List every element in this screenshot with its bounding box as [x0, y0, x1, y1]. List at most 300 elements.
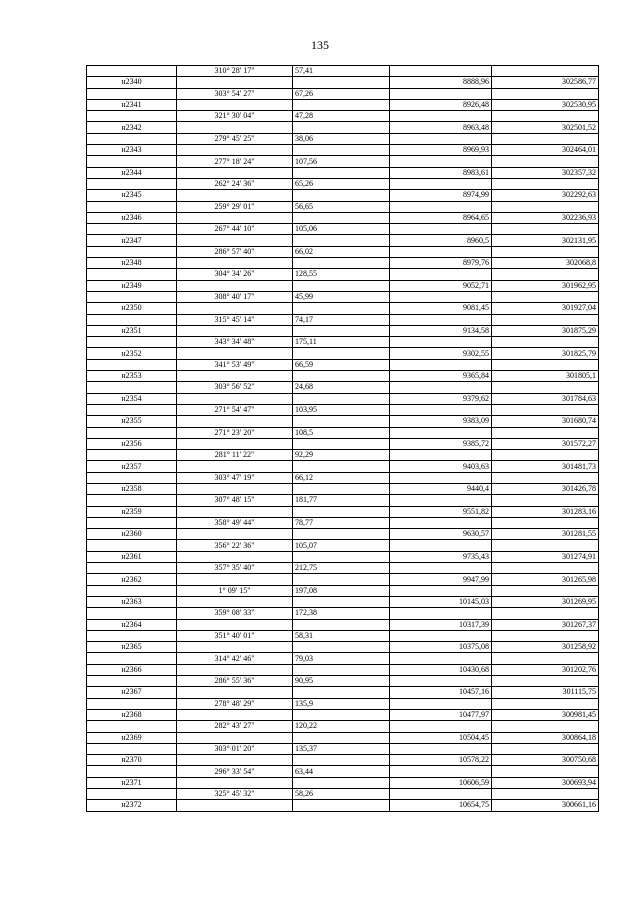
table-row [87, 642, 599, 653]
point-cell [87, 66, 177, 77]
table-row [87, 122, 599, 133]
table-row [87, 461, 599, 472]
y-coordinate-cell [492, 540, 599, 551]
point-cell: н2355 [87, 416, 177, 427]
y-coordinate-cell [492, 269, 599, 280]
x-coordinate-cell: 9403,63 [390, 461, 492, 472]
table-row [87, 608, 599, 619]
angle-cell [177, 122, 293, 133]
x-coordinate-cell: 10145,03 [390, 596, 492, 607]
y-coordinate-cell [492, 382, 599, 393]
angle-cell [177, 348, 293, 359]
x-coordinate-cell [390, 111, 492, 122]
point-cell: н2340 [87, 77, 177, 88]
table-row [87, 676, 599, 687]
angle-cell [177, 212, 293, 223]
x-coordinate-cell [390, 517, 492, 528]
table-row [87, 709, 599, 720]
y-coordinate-cell: 302586,77 [492, 77, 599, 88]
x-coordinate-cell [390, 246, 492, 257]
point-cell: н2342 [87, 122, 177, 133]
table-row [87, 235, 599, 246]
y-coordinate-cell [492, 404, 599, 415]
y-coordinate-cell: 302530,95 [492, 99, 599, 110]
x-coordinate-cell [390, 721, 492, 732]
x-coordinate-cell [390, 88, 492, 99]
angle-cell [177, 190, 293, 201]
y-coordinate-cell: 301962,95 [492, 280, 599, 291]
angle-cell [177, 755, 293, 766]
angle-cell [177, 461, 293, 472]
angle-cell [177, 438, 293, 449]
x-coordinate-cell [390, 450, 492, 461]
table-row [87, 224, 599, 235]
angle-cell: 262° 24' 36" [177, 178, 293, 189]
x-coordinate-cell [390, 178, 492, 189]
length-cell: 120,22 [293, 721, 390, 732]
angle-cell: 279° 45' 25" [177, 133, 293, 144]
length-cell: 66,12 [293, 472, 390, 483]
table-row [87, 438, 599, 449]
y-coordinate-cell [492, 111, 599, 122]
y-coordinate-cell: 301283,16 [492, 506, 599, 517]
point-cell [87, 608, 177, 619]
table-row [87, 698, 599, 709]
angle-cell [177, 371, 293, 382]
length-cell [293, 303, 390, 314]
angle-cell [177, 709, 293, 720]
coordinates-table [86, 65, 599, 812]
y-coordinate-cell: 301281,55 [492, 529, 599, 540]
length-cell [293, 755, 390, 766]
angle-cell: 286° 55' 36" [177, 676, 293, 687]
length-cell: 103,95 [293, 404, 390, 415]
table-row [87, 280, 599, 291]
point-cell: н2357 [87, 461, 177, 472]
y-coordinate-cell: 301927,04 [492, 303, 599, 314]
angle-cell: 356° 22' 36" [177, 540, 293, 551]
table-row [87, 800, 599, 811]
y-coordinate-cell: 301265,98 [492, 574, 599, 585]
angle-cell: 357° 35' 40" [177, 563, 293, 574]
table-row [87, 619, 599, 630]
y-coordinate-cell [492, 698, 599, 709]
length-cell: 57,41 [293, 66, 390, 77]
y-coordinate-cell [492, 472, 599, 483]
length-cell: 90,95 [293, 676, 390, 687]
length-cell: 58,31 [293, 630, 390, 641]
table-row [87, 291, 599, 302]
point-cell [87, 404, 177, 415]
point-cell: н2363 [87, 596, 177, 607]
x-coordinate-cell: 8888,96 [390, 77, 492, 88]
x-coordinate-cell: 9385,72 [390, 438, 492, 449]
point-cell [87, 698, 177, 709]
length-cell: 67,26 [293, 88, 390, 99]
x-coordinate-cell: 10457,16 [390, 687, 492, 698]
table-row [87, 563, 599, 574]
y-coordinate-cell [492, 721, 599, 732]
page-number: 135 [311, 38, 329, 52]
x-coordinate-cell [390, 676, 492, 687]
x-coordinate-cell [390, 337, 492, 348]
length-cell: 181,77 [293, 495, 390, 506]
table-row [87, 337, 599, 348]
length-cell [293, 732, 390, 743]
length-cell [293, 416, 390, 427]
table-row [87, 201, 599, 212]
x-coordinate-cell [390, 66, 492, 77]
length-cell: 197,08 [293, 585, 390, 596]
table-row [87, 246, 599, 257]
length-cell [293, 212, 390, 223]
point-cell: н2354 [87, 393, 177, 404]
x-coordinate-cell [390, 201, 492, 212]
table-row [87, 382, 599, 393]
x-coordinate-cell: 10504,45 [390, 732, 492, 743]
point-cell [87, 111, 177, 122]
table-row [87, 743, 599, 754]
angle-cell [177, 732, 293, 743]
point-cell: н2369 [87, 732, 177, 743]
point-cell [87, 359, 177, 370]
x-coordinate-cell [390, 608, 492, 619]
length-cell [293, 235, 390, 246]
x-coordinate-cell: 9383,09 [390, 416, 492, 427]
length-cell [293, 348, 390, 359]
angle-cell [177, 235, 293, 246]
angle-cell [177, 687, 293, 698]
y-coordinate-cell: 301115,75 [492, 687, 599, 698]
table-row [87, 66, 599, 77]
point-cell [87, 133, 177, 144]
point-cell [87, 337, 177, 348]
length-cell [293, 77, 390, 88]
x-coordinate-cell: 9947,99 [390, 574, 492, 585]
point-cell: н2366 [87, 664, 177, 675]
table-row [87, 416, 599, 427]
point-cell [87, 427, 177, 438]
y-coordinate-cell [492, 743, 599, 754]
y-coordinate-cell [492, 585, 599, 596]
y-coordinate-cell [492, 224, 599, 235]
length-cell [293, 596, 390, 607]
angle-cell [177, 145, 293, 156]
point-cell: н2349 [87, 280, 177, 291]
y-coordinate-cell [492, 766, 599, 777]
length-cell: 172,38 [293, 608, 390, 619]
table-row [87, 777, 599, 788]
point-cell: н2367 [87, 687, 177, 698]
angle-cell: 314° 42' 46" [177, 653, 293, 664]
table-row [87, 88, 599, 99]
angle-cell: 307° 48' 15" [177, 495, 293, 506]
y-coordinate-cell [492, 156, 599, 167]
point-cell: н2353 [87, 371, 177, 382]
y-coordinate-cell [492, 653, 599, 664]
x-coordinate-cell [390, 314, 492, 325]
x-coordinate-cell: 9379,62 [390, 393, 492, 404]
x-coordinate-cell [390, 427, 492, 438]
point-cell: н2361 [87, 551, 177, 562]
y-coordinate-cell: 301825,79 [492, 348, 599, 359]
length-cell: 92,29 [293, 450, 390, 461]
table-row [87, 314, 599, 325]
x-coordinate-cell [390, 224, 492, 235]
point-cell: н2352 [87, 348, 177, 359]
x-coordinate-cell [390, 133, 492, 144]
length-cell [293, 709, 390, 720]
angle-cell: 278° 48' 29" [177, 698, 293, 709]
y-coordinate-cell [492, 133, 599, 144]
angle-cell: 282° 43' 27" [177, 721, 293, 732]
length-cell: 128,55 [293, 269, 390, 280]
angle-cell [177, 777, 293, 788]
point-cell [87, 201, 177, 212]
point-cell [87, 766, 177, 777]
y-coordinate-cell: 302236,93 [492, 212, 599, 223]
point-cell: н2372 [87, 800, 177, 811]
x-coordinate-cell: 10477,97 [390, 709, 492, 720]
length-cell [293, 438, 390, 449]
y-coordinate-cell [492, 427, 599, 438]
table-row [87, 732, 599, 743]
point-cell: н2356 [87, 438, 177, 449]
angle-cell: 286° 57' 40" [177, 246, 293, 257]
angle-cell [177, 800, 293, 811]
x-coordinate-cell: 10375,08 [390, 642, 492, 653]
length-cell: 47,28 [293, 111, 390, 122]
table-row [87, 766, 599, 777]
length-cell [293, 258, 390, 269]
table-row [87, 517, 599, 528]
y-coordinate-cell: 300864,18 [492, 732, 599, 743]
angle-cell: 358° 49' 44" [177, 517, 293, 528]
y-coordinate-cell: 302292,63 [492, 190, 599, 201]
point-cell: н2350 [87, 303, 177, 314]
table-row [87, 99, 599, 110]
y-coordinate-cell: 301274,91 [492, 551, 599, 562]
length-cell: 24,68 [293, 382, 390, 393]
angle-cell: 310° 28' 17" [177, 66, 293, 77]
y-coordinate-cell [492, 789, 599, 800]
table-row [87, 348, 599, 359]
length-cell [293, 483, 390, 494]
point-cell [87, 291, 177, 302]
y-coordinate-cell: 302068,8 [492, 258, 599, 269]
point-cell [87, 540, 177, 551]
y-coordinate-cell [492, 201, 599, 212]
length-cell: 108,5 [293, 427, 390, 438]
x-coordinate-cell [390, 789, 492, 800]
table-row [87, 190, 599, 201]
x-coordinate-cell: 9081,45 [390, 303, 492, 314]
point-cell [87, 517, 177, 528]
angle-cell: 304° 34' 26" [177, 269, 293, 280]
length-cell: 135,9 [293, 698, 390, 709]
table-row [87, 653, 599, 664]
y-coordinate-cell [492, 676, 599, 687]
x-coordinate-cell [390, 404, 492, 415]
table-row [87, 212, 599, 223]
y-coordinate-cell: 302464,01 [492, 145, 599, 156]
table-row [87, 495, 599, 506]
table-row [87, 325, 599, 336]
angle-cell [177, 416, 293, 427]
x-coordinate-cell [390, 156, 492, 167]
length-cell [293, 99, 390, 110]
x-coordinate-cell [390, 743, 492, 754]
x-coordinate-cell [390, 698, 492, 709]
table-row [87, 145, 599, 156]
y-coordinate-cell: 301269,95 [492, 596, 599, 607]
angle-cell [177, 506, 293, 517]
angle-cell: 315° 45' 14" [177, 314, 293, 325]
coordinates-table-body [87, 66, 599, 812]
angle-cell [177, 325, 293, 336]
y-coordinate-cell [492, 314, 599, 325]
x-coordinate-cell [390, 495, 492, 506]
point-cell [87, 224, 177, 235]
length-cell: 105,06 [293, 224, 390, 235]
point-cell: н2371 [87, 777, 177, 788]
y-coordinate-cell: 300693,94 [492, 777, 599, 788]
angle-cell [177, 393, 293, 404]
length-cell: 107,56 [293, 156, 390, 167]
x-coordinate-cell [390, 472, 492, 483]
length-cell [293, 574, 390, 585]
y-coordinate-cell [492, 630, 599, 641]
table-row [87, 755, 599, 766]
angle-cell [177, 574, 293, 585]
table-row [87, 585, 599, 596]
length-cell: 135,37 [293, 743, 390, 754]
x-coordinate-cell: 9440,4 [390, 483, 492, 494]
point-cell [87, 789, 177, 800]
angle-cell: 303° 56' 52" [177, 382, 293, 393]
table-row [87, 551, 599, 562]
x-coordinate-cell: 9052,71 [390, 280, 492, 291]
point-cell: н2364 [87, 619, 177, 630]
table-row [87, 630, 599, 641]
angle-cell: 1° 09' 15" [177, 585, 293, 596]
length-cell [293, 777, 390, 788]
table-row [87, 664, 599, 675]
x-coordinate-cell [390, 269, 492, 280]
length-cell [293, 325, 390, 336]
table-row [87, 371, 599, 382]
length-cell: 79,03 [293, 653, 390, 664]
x-coordinate-cell [390, 382, 492, 393]
point-cell: н2344 [87, 167, 177, 178]
angle-cell [177, 99, 293, 110]
length-cell: 175,11 [293, 337, 390, 348]
x-coordinate-cell: 9551,82 [390, 506, 492, 517]
table-row [87, 404, 599, 415]
length-cell: 65,26 [293, 178, 390, 189]
y-coordinate-cell [492, 88, 599, 99]
table-row [87, 156, 599, 167]
table-row [87, 529, 599, 540]
table-row [87, 574, 599, 585]
angle-cell [177, 551, 293, 562]
angle-cell [177, 303, 293, 314]
y-coordinate-cell: 301680,74 [492, 416, 599, 427]
point-cell [87, 563, 177, 574]
x-coordinate-cell: 8960,5 [390, 235, 492, 246]
table-row [87, 111, 599, 122]
length-cell [293, 551, 390, 562]
angle-cell: 351° 40' 01" [177, 630, 293, 641]
y-coordinate-cell: 301426,78 [492, 483, 599, 494]
x-coordinate-cell: 9134,58 [390, 325, 492, 336]
y-coordinate-cell: 301481,73 [492, 461, 599, 472]
angle-cell [177, 664, 293, 675]
x-coordinate-cell: 10430,68 [390, 664, 492, 675]
length-cell: 78,77 [293, 517, 390, 528]
length-cell [293, 167, 390, 178]
length-cell [293, 280, 390, 291]
point-cell: н2368 [87, 709, 177, 720]
x-coordinate-cell: 9735,43 [390, 551, 492, 562]
y-coordinate-cell: 300750,68 [492, 755, 599, 766]
x-coordinate-cell: 9302,55 [390, 348, 492, 359]
point-cell: н2362 [87, 574, 177, 585]
angle-cell: 303° 47' 19" [177, 472, 293, 483]
table-row [87, 77, 599, 88]
y-coordinate-cell: 300981,45 [492, 709, 599, 720]
point-cell [87, 676, 177, 687]
length-cell: 63,44 [293, 766, 390, 777]
point-cell [87, 495, 177, 506]
length-cell: 105,07 [293, 540, 390, 551]
angle-cell [177, 642, 293, 653]
point-cell: н2351 [87, 325, 177, 336]
table-row [87, 167, 599, 178]
x-coordinate-cell [390, 653, 492, 664]
angle-cell: 259° 29' 01" [177, 201, 293, 212]
length-cell [293, 461, 390, 472]
y-coordinate-cell [492, 563, 599, 574]
table-row [87, 789, 599, 800]
y-coordinate-cell: 302501,52 [492, 122, 599, 133]
angle-cell: 281° 11' 22" [177, 450, 293, 461]
angle-cell: 308° 40' 17" [177, 291, 293, 302]
table-row [87, 303, 599, 314]
x-coordinate-cell: 8979,76 [390, 258, 492, 269]
x-coordinate-cell [390, 563, 492, 574]
y-coordinate-cell [492, 66, 599, 77]
table-row [87, 450, 599, 461]
length-cell [293, 800, 390, 811]
y-coordinate-cell [492, 517, 599, 528]
x-coordinate-cell: 8969,93 [390, 145, 492, 156]
point-cell [87, 88, 177, 99]
length-cell: 38,06 [293, 133, 390, 144]
point-cell: н2365 [87, 642, 177, 653]
table-row [87, 687, 599, 698]
angle-cell: 359° 08' 33" [177, 608, 293, 619]
y-coordinate-cell [492, 450, 599, 461]
point-cell: н2343 [87, 145, 177, 156]
angle-cell [177, 529, 293, 540]
y-coordinate-cell: 301875,29 [492, 325, 599, 336]
table-row [87, 596, 599, 607]
point-cell: н2345 [87, 190, 177, 201]
y-coordinate-cell: 301572,27 [492, 438, 599, 449]
length-cell: 66,59 [293, 359, 390, 370]
point-cell: н2341 [87, 99, 177, 110]
